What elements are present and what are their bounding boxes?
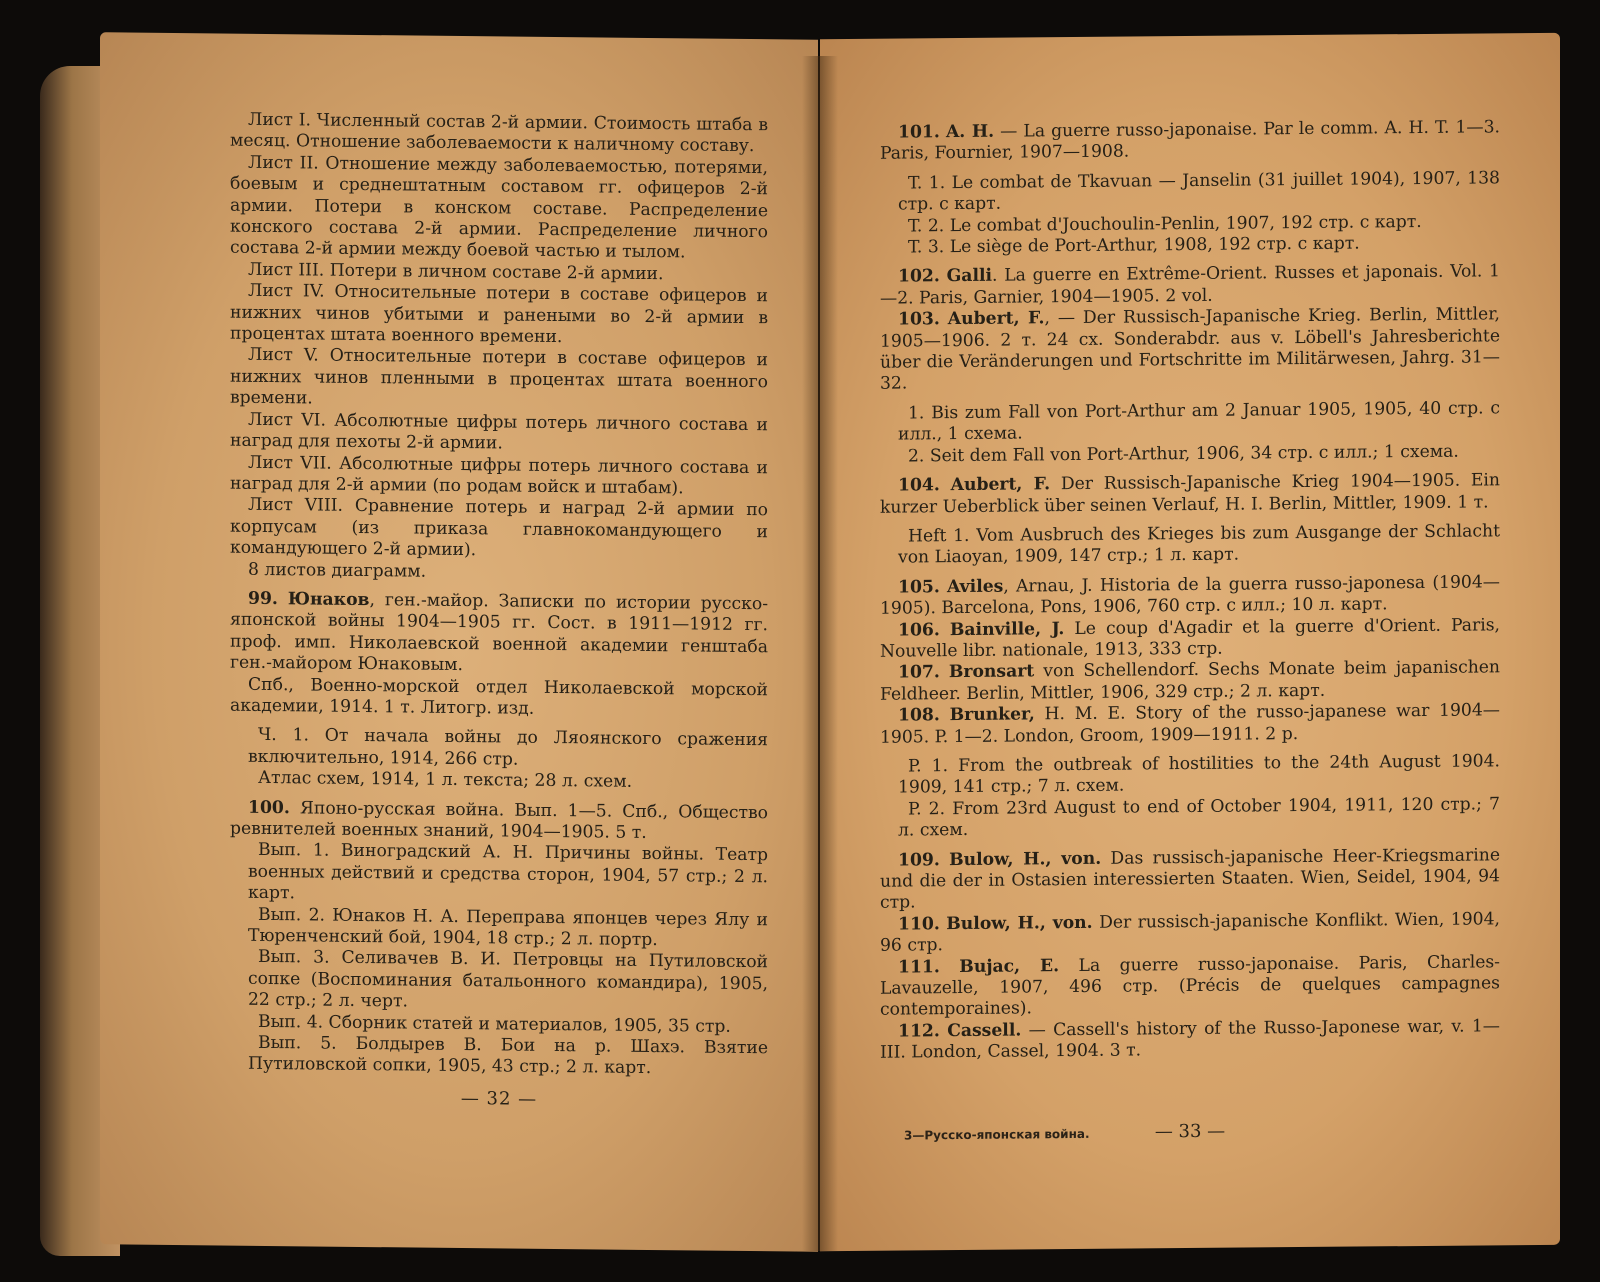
page-number-right: — 33 — — [1154, 1120, 1226, 1143]
entry-author: Aviles — [947, 576, 1004, 597]
entry-text: Японо-русская война. Вып. 1—5. Спб., Общество ревнителей военных знаний, 1904—1905. 5 т. — [230, 797, 768, 843]
entry-number: 99. — [248, 588, 278, 610]
entry-author: Bulow, H., von. — [946, 912, 1093, 934]
bibliography-entry — [880, 700, 1500, 748]
page-number-left: — 32 — — [460, 1087, 538, 1110]
entry-number: 100. — [248, 797, 290, 818]
bibliography-entry — [880, 572, 1500, 620]
entry-text: — La guerre russo-japonaise. Par le comm. A. H. T. 1—3. Paris, Fournier, 1907—1908. — [880, 117, 1501, 165]
entry-text: Der russisch-japanische Konflikt. Wien, 1904, 96 стр. — [880, 909, 1501, 956]
bibliography-entry — [880, 615, 1500, 663]
entry-text: , Arnau, J. Historia de la guerra russo-japonesa (1904—1905). Barcelona, Pons, 1906, 760 стр. с илл.; 10 л. карт. — [880, 572, 1500, 619]
entry-author: A. H. — [945, 121, 995, 143]
entry-author: Bainville, J. — [949, 618, 1065, 640]
sheet-5: Лист V. Относительные потери в составе офицеров и нижних чинов пленными в процентах штата военного времени. — [230, 345, 768, 409]
entry-author: Bujac, E. — [959, 955, 1060, 977]
entry-99 — [230, 589, 768, 680]
signature-mark: 3—Русско-японская война. — [904, 1126, 1090, 1143]
sheet-4: Лист IV. Относительные потери в составе офицеров и нижних чинов убитыми и ранеными во 2-й армии в процентах штата военного времени. — [230, 281, 768, 348]
right-page — [820, 33, 1560, 1251]
left-page — [100, 32, 818, 1252]
entry-text: — Cassell's history of the Russo-Japonese war, v. 1—III. London, Cassel, 1904. 3 т. — [880, 1016, 1500, 1063]
entry-text: Der Russisch-Japanische Krieg 1904—1905. Ein kurzer Ueberblick über seinen Verlauf, H. I. Berlin, Mittler, 1909. 1 т. — [880, 470, 1501, 518]
entry-100-sub: Вып. 5. Болдырев В. Бои на р. Шахэ. Взятие Путиловской сопки, 1905, 43 стр.; 2 л. карт. — [248, 1032, 768, 1079]
entry-100-sub: Вып. 2. Юнаков Н. А. Переправа японцев через Ялу и Тюренченский бой, 1904, 18 стр.; 2 л. портр. — [248, 904, 768, 951]
entry-text: , — Der Russisch-Japanische Krieg. Berlin, Mittler, 1905—1906. 2 т. 24 сх. Sonderabdr. aus v. Löbell's Jahresberichte über die Veränderungen und Fortschritte im Militärwesen, Jahrg. 31—32. — [880, 304, 1500, 395]
entry-number: 106. — [898, 619, 940, 641]
bibliography-entry — [880, 470, 1500, 518]
entry-subvolume: T. 1. Le combat de Tkavuan — Janselin (31 juillet 1904), 1907, 138 стр. с карт. — [898, 168, 1500, 215]
entry-number: 105. — [898, 576, 940, 598]
entry-100-sub: Вып. 3. Селивачев В. И. Петровцы на Путиловской сопке (Воспоминания батальонного командира), 1905, 22 стр.; 2 л. черт. — [248, 947, 768, 1012]
entry-number: 101. — [898, 122, 940, 143]
sheet-7: Лист VII. Абсолютные цифры потерь личного состава и наград для 2-й армии (по родам войск и штабам). — [230, 452, 768, 499]
entry-author: Aubert, F. — [947, 308, 1045, 330]
entry-number: 110. — [898, 913, 940, 935]
entry-text: von Schellendorf. Sechs Monate beim japanischen Feldheer. Berlin, Mittler, 1906, 329 стр.; 2 л. карт. — [880, 657, 1501, 705]
entry-number: 111. — [898, 956, 940, 978]
entry-subvolume: Heft 1. Vom Ausbruch des Krieges bis zum Ausgange der Schlacht von Liaoyan, 1909, 147 стр.; 1 л. карт. — [898, 521, 1500, 568]
entry-text: Das russisch-japanische Heer-Kriegsmarine und die der in Ostasien interessierten Staaten. Wien, Seidel, 1904, 94 стр. — [880, 844, 1500, 914]
bibliography-entry — [880, 1016, 1500, 1064]
entry-subvolume: 1. Bis zum Fall von Port-Arthur am 2 Januar 1905, 1905, 40 стр. с илл., 1 схема. — [898, 398, 1500, 445]
sheet-3: Лист III. Потери в личном составе 2-й армии. — [248, 259, 664, 284]
entry-author: Юнаков — [287, 589, 370, 611]
entry-number: 107. — [898, 662, 940, 683]
entry-text: La guerre russo-japonaise. Paris, Charles-Lavauzelle, 1907, 496 стр. (Précis de quelques campagnes contemporaines). — [880, 951, 1500, 1021]
entry-100 — [230, 797, 768, 845]
sheet-2: Лист II. Отношение между заболеваемостью, потерями, боевым и среднештатным составом гг. офицеров 2-й армии. Потери в конском составе. Распределение конского состава 2-й армии. Распределение личного состава 2-й армии между боевой частью и тылом. — [230, 152, 768, 263]
entry-100-sub: Вып. 1. Виноградский А. Н. Причины войны. Театр военных действий и средства сторон, 1904, 57 стр.; 2 л. карт. — [248, 840, 768, 904]
entry-number: 108. — [898, 705, 940, 726]
bibliography-entry — [880, 845, 1500, 915]
entry-text: Le coup d'Agadir et la guerre d'Orient. Paris, Nouvelle libr. nationale, 1913, 333 стр. — [880, 614, 1501, 662]
entry-subvolume: T. 3. Le siège de Port-Arthur, 1908, 192 стр. с карт. — [908, 233, 1360, 258]
diagram-count: 8 листов диаграмм. — [248, 559, 427, 582]
entry-text: H. M. E. Story of the russo-japanese war 1904—1905. P. 1—2. London, Groom, 1909—1911. 2 p. — [880, 700, 1500, 748]
bibliography-entry — [880, 909, 1500, 957]
entry-text: . La guerre en Extrême-Orient. Russes et japonais. Vol. 1—2. Paris, Garnier, 1904—1905. 2 vol. — [880, 261, 1500, 309]
bibliography-entry — [880, 952, 1500, 1022]
entry-author: Cassell. — [947, 1020, 1022, 1041]
entry-subvolume: 2. Seit dem Fall von Port-Arthur, 1906, 34 стр. с илл.; 1 схема. — [908, 441, 1459, 467]
sheet-1: Лист I. Численный состав 2-й армии. Стоимость штаба в месяц. Отношение заболеваемости к наличному составу. — [230, 109, 768, 157]
entry-author: Bronsart — [948, 661, 1035, 683]
open-book — [30, 36, 1565, 1261]
entry-99-sub: Атлас схем, 1914, 1 л. текста; 28 л. схем. — [258, 768, 633, 792]
entry-number: 112. — [898, 1021, 940, 1042]
entry-99-publisher: Спб., Военно-морской отдел Николаевской морской академии, 1914. 1 т. Литогр. изд. — [230, 674, 768, 719]
entry-number: 104. — [898, 475, 940, 496]
entry-number: 109. — [898, 849, 940, 871]
entry-number: 103. — [898, 309, 940, 330]
entry-100-sub: Вып. 4. Сборник статей и материалов, 1905, 35 стр. — [258, 1011, 731, 1037]
entry-author: Brunker, — [949, 704, 1035, 726]
sheet-8: Лист VIII. Сравнение потерь и наград 2-й армии по корпусам (из приказа главнокомандующего и командующего 2-й армии). — [230, 495, 768, 561]
entry-author: Bulow, H., von. — [949, 848, 1102, 870]
entry-subvolume: P. 2. From 23rd August to end of October 1904, 1911, 120 стр.; 7 л. схем. — [898, 794, 1500, 841]
sheet-6: Лист VI. Абсолютные цифры потерь личного состава и наград для пехоты 2-й армии. — [230, 409, 768, 454]
entry-99-sub: Ч. 1. От начала войны до Ляоянского сражения включительно, 1914, 266 стр. — [248, 725, 768, 770]
bibliography-entry — [880, 117, 1500, 165]
bibliography-entry — [880, 262, 1500, 310]
entry-author: Galli — [946, 266, 993, 287]
entry-subvolume: P. 1. From the outbreak of hostilities to the 24th August 1904. 1909, 141 стр.; 7 л. схем. — [898, 751, 1500, 798]
bibliography-entry — [880, 305, 1500, 396]
entry-number: 102. — [898, 266, 940, 287]
entry-author: Aubert, F. — [950, 474, 1051, 496]
bibliography-entry — [880, 658, 1500, 706]
entry-subvolume: T. 2. Le combat d'Jouchoulin-Penlin, 1907, 192 стр. с карт. — [908, 211, 1422, 237]
entry-text: , ген.-майор. Записки по истории русско-японской войны 1904—1905 гг. Сост. в 1911—1912 гг. проф. имп. Николаевской военной академии генштаба ген.-майором Юнаковым. — [230, 590, 768, 676]
bibliography-entries — [880, 117, 1500, 1064]
